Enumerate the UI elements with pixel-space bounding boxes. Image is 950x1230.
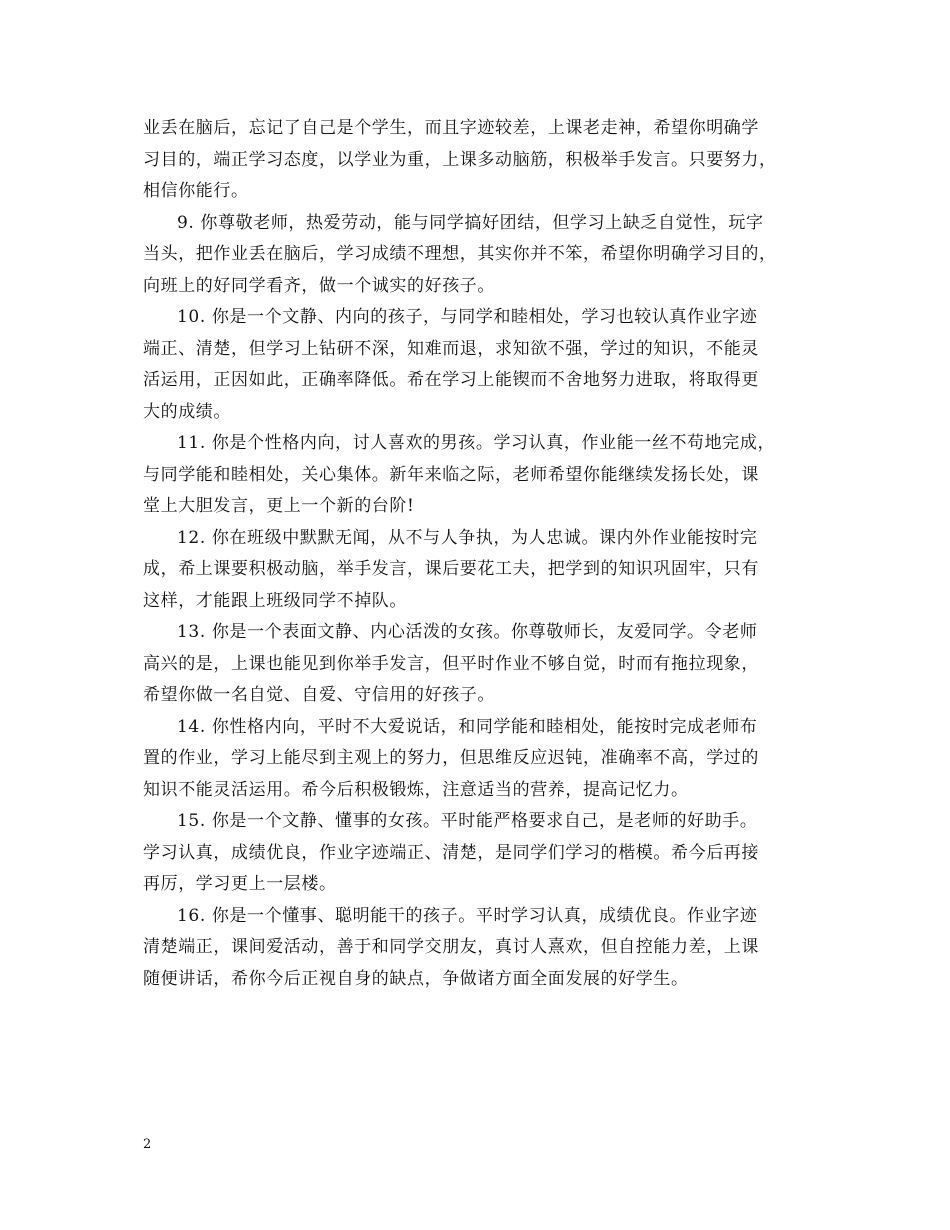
text-line: 业丢在脑后，忘记了自己是个学生，而且字迹较差，上课老走神，希望你明确学 bbox=[143, 118, 759, 138]
text-line: 清楚端正，课间爱活动，善于和同学交朋友，真讨人熹欢，但自控能力差，上课 bbox=[143, 937, 759, 957]
text-line: 13. 你是一个表面文静、内心活泼的女孩。你尊敬师长，友爱同学。令老师 bbox=[177, 622, 758, 642]
text-line: 高兴的是，上课也能见到你举手发言，但平时作业不够自觉，时而有拖拉现象， bbox=[143, 653, 759, 674]
text-line: 堂上大胆发言，更上一个新的台阶! bbox=[143, 496, 415, 516]
text-line: 当头，把作业丢在脑后，学习成绩不理想，其实你并不笨，希望你明确学习目的， bbox=[143, 244, 777, 264]
text-line: 成，希上课要积极动脑，举手发言，课后要花工夫，把学到的知识巩固牢，只有 bbox=[143, 559, 759, 579]
text-line: 希望你做一名自觉、自爱、守信用的好孩子。 bbox=[143, 685, 495, 705]
text-line: 15. 你是一个文静、懂事的女孩。平时能严格要求自己，是老师的好助手。 bbox=[177, 811, 758, 831]
text-line: 随便讲话，希你今后正视自身的缺点，争做诸方面全面发展的好学生。 bbox=[143, 968, 689, 989]
paragraph-10 bbox=[143, 302, 815, 428]
paragraph-9 bbox=[143, 208, 815, 303]
text-line: 10. 你是一个文静、内向的孩子，与同学和睦相处，学习也较认真作业字迹 bbox=[177, 307, 758, 327]
paragraph-11 bbox=[143, 428, 815, 523]
text-line: 知识不能灵活运用。希今后积极锻炼，注意适当的营养，提高记忆力。 bbox=[143, 779, 689, 800]
text-line: 9. 你尊敬老师，热爱劳动，能与同学搞好团结，但学习上缺乏自觉性，玩字 bbox=[177, 212, 764, 233]
text-line: 置的作业，学习上能尽到主观上的努力，但思维反应迟钝，准确率不高，学过的 bbox=[143, 748, 759, 768]
text-line: 学习认真，成绩优良，作业字迹端正、清楚，是同学们学习的楷模。希今后再接 bbox=[143, 842, 759, 863]
document-body bbox=[143, 113, 815, 995]
paragraph-14 bbox=[143, 712, 815, 807]
page-number: 2 bbox=[143, 1137, 152, 1152]
text-line: 活运用，正因如此，正确率降低。希在学习上能锲而不舍地努力进取，将取得更 bbox=[143, 370, 759, 390]
text-line: 相信你能行。 bbox=[143, 181, 249, 201]
text-line: 与同学能和睦相处，关心集体。新年来临之际，老师希望你能继续发扬长处，课 bbox=[143, 464, 759, 485]
text-line: 这样，才能跟上班级同学不掉队。 bbox=[143, 590, 407, 611]
paragraph-16 bbox=[143, 901, 815, 996]
text-line: 11. 你是个性格内向，讨人喜欢的男孩。学习认真，作业能一丝不苟地完成， bbox=[177, 433, 776, 453]
text-line: 14. 你性格内向，平时不大爱说话，和同学能和睦相处，能按时完成老师布 bbox=[177, 716, 758, 737]
text-line: 12. 你在班级中默默无闻，从不与人争执，为人忠诚。课内外作业能按时完 bbox=[177, 527, 758, 548]
text-line: 向班上的好同学看齐，做一个诚实的好孩子。 bbox=[143, 275, 495, 296]
text-line: 习目的，端正学习态度，以学业为重，上课多动脑筋，积极举手发言。只要努力， bbox=[143, 149, 777, 170]
paragraph-12 bbox=[143, 523, 815, 618]
paragraph-13 bbox=[143, 617, 815, 712]
paragraph-15 bbox=[143, 806, 815, 901]
paragraph-continuation bbox=[143, 113, 815, 208]
text-line: 端正、清楚，但学习上钻研不深，知难而退，求知欲不强，学过的知识，不能灵 bbox=[143, 338, 759, 359]
text-line: 再厉，学习更上一层楼。 bbox=[143, 874, 337, 894]
text-line: 大的成绩。 bbox=[143, 401, 231, 422]
text-line: 16. 你是一个懂事、聪明能干的孩子。平时学习认真，成绩优良。作业字迹 bbox=[177, 905, 758, 926]
